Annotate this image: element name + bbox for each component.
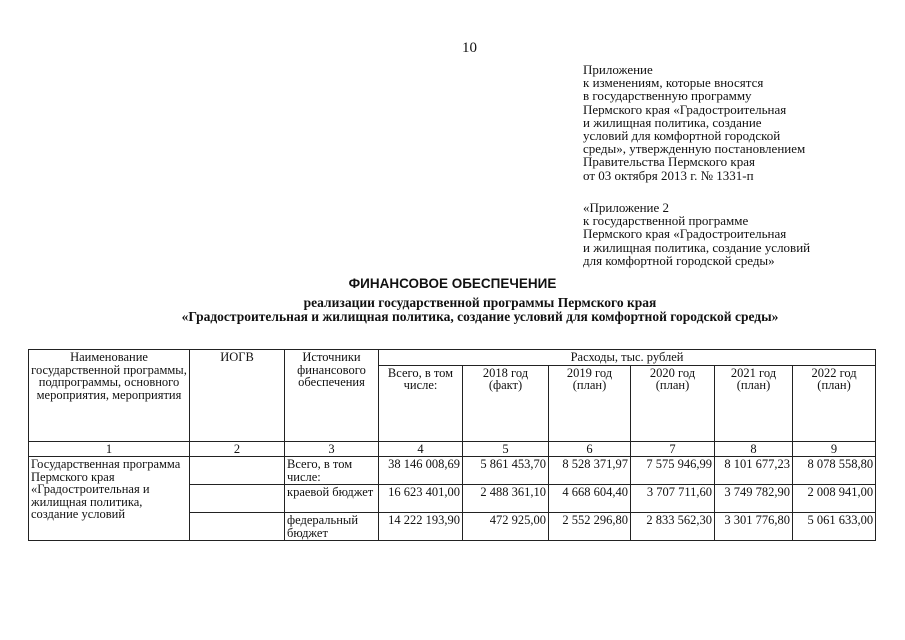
appendix-line: от 03 октября 2013 г. № 1331-п	[583, 167, 754, 183]
header-2019: 2019 год (план)	[549, 365, 631, 441]
col-number: 6	[549, 441, 631, 457]
col-number: 4	[379, 441, 463, 457]
header-name: Наименование государственной программы, подпрограммы, основного мероприятия, мероприятия	[29, 350, 190, 442]
header-2018: 2018 год (факт)	[463, 365, 549, 441]
table-row	[29, 457, 876, 485]
col-number: 5	[463, 441, 549, 457]
header-sources: Источники финансового обеспечения	[285, 350, 379, 442]
appendix2-line: «Приложение 2	[583, 200, 670, 215]
value-cell: 4 668 604,40	[549, 485, 631, 513]
financing-table	[28, 349, 876, 541]
appendix2-line: и жилищная политика, создание условий	[583, 239, 811, 255]
col-number: 9	[793, 441, 876, 457]
appendix-line: Приложение	[583, 62, 653, 77]
col-number: 1	[29, 441, 190, 457]
header-2020: 2020 год (план)	[631, 365, 715, 441]
value-cell: 38 146 008,69	[379, 457, 463, 485]
source-cell: Всего, в том числе:	[285, 457, 379, 485]
appendix2-line: к государственной программе	[583, 213, 749, 229]
col-number: 8	[715, 441, 793, 457]
value-cell: 8 528 371,97	[549, 457, 631, 485]
appendix2-line: для комфортной городской среды»	[583, 252, 775, 268]
source-cell: федеральный бюджет	[285, 513, 379, 541]
iogv-cell	[190, 485, 285, 513]
value-cell: 2 552 296,80	[549, 513, 631, 541]
header-expenses: Расходы, тыс. рублей	[379, 350, 876, 366]
header-2021: 2021 год (план)	[715, 365, 793, 441]
appendix-line: Пермского края «Градостроительная	[583, 101, 787, 117]
value-cell: 5 861 453,70	[463, 457, 549, 485]
value-cell: 472 925,00	[463, 513, 549, 541]
appendix-line: Правительства Пермского края	[583, 154, 755, 170]
value-cell: 16 623 401,00	[379, 485, 463, 513]
appendix-line: к изменениям, которые вносятся	[583, 75, 764, 91]
document-title: ФИНАНСОВОЕ ОБЕСПЕЧЕНИЕ	[348, 276, 557, 291]
program-name: Государственная программа Пермского края «Градостроительная и жилищная политика, создание условий	[29, 457, 190, 541]
subtitle-line-1: реализации государственной программы Пермского края	[303, 295, 657, 310]
value-cell: 2 488 361,10	[463, 485, 549, 513]
header-2022: 2022 год (план)	[793, 365, 876, 441]
source-cell: краевой бюджет	[285, 485, 379, 513]
appendix-header	[583, 63, 883, 182]
value-cell: 2 008 941,00	[793, 485, 876, 513]
value-cell: 3 301 776,80	[715, 513, 793, 541]
subtitle-line-2: «Градостроительная и жилищная политика, создание условий для комфортной городской среды»	[181, 309, 779, 324]
value-cell: 3 707 711,60	[631, 485, 715, 513]
value-cell: 3 749 782,90	[715, 485, 793, 513]
page-number: 10	[462, 40, 477, 56]
value-cell: 8 078 558,80	[793, 457, 876, 485]
value-cell: 8 101 677,23	[715, 457, 793, 485]
value-cell: 7 575 946,99	[631, 457, 715, 485]
header-total: Всего, в том числе:	[379, 365, 463, 441]
value-cell: 5 061 633,00	[793, 513, 876, 541]
appendix-line: в государственную программу	[583, 88, 752, 104]
iogv-cell	[190, 513, 285, 541]
appendix-line: среды», утвержденную постановлением	[583, 141, 806, 157]
appendix-line: условий для комфортной городской	[583, 128, 781, 144]
appendix-line: и жилищная политика, создание	[583, 114, 762, 130]
appendix2-line: Пермского края «Градостроительная	[583, 226, 787, 242]
header-iogv: ИОГВ	[190, 350, 285, 442]
col-number: 2	[190, 441, 285, 457]
value-cell: 14 222 193,90	[379, 513, 463, 541]
appendix2-header	[583, 201, 883, 267]
value-cell: 2 833 562,30	[631, 513, 715, 541]
col-number: 7	[631, 441, 715, 457]
iogv-cell	[190, 457, 285, 485]
document-subtitle	[100, 296, 860, 324]
col-number: 3	[285, 441, 379, 457]
